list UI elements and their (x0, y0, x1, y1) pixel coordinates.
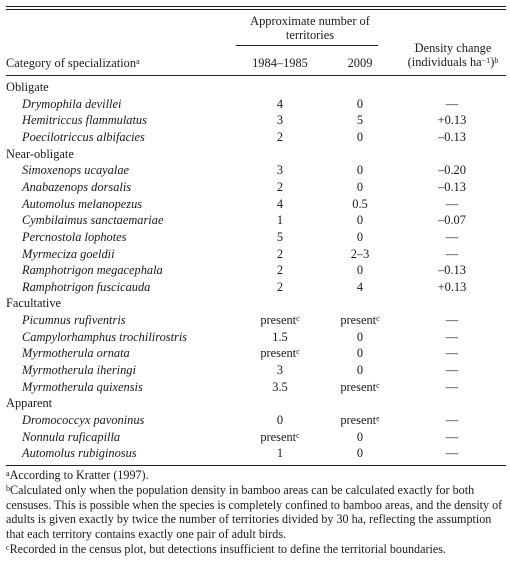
cell-2009-value: 5 (356, 113, 364, 128)
cell-density-change: –0.20 (438, 163, 466, 178)
cell-density-change: –0.07 (438, 213, 466, 228)
cell-2009 (330, 180, 390, 195)
col-header-density (398, 41, 508, 69)
cell-2009-value: present (340, 313, 377, 328)
cell-2009 (330, 313, 390, 328)
cell-2009-value: 2–3 (350, 246, 370, 261)
table-row (0, 279, 510, 296)
cell-1984 (240, 330, 320, 345)
col-header-density-exp: −1 (481, 56, 491, 65)
table-row (0, 345, 510, 362)
cell-2009-value: 0 (356, 129, 364, 144)
table-row (0, 429, 510, 446)
cell-1984 (240, 263, 320, 278)
table-row (0, 162, 510, 179)
cell-2009-value: 0 (356, 163, 364, 178)
species-name: Myrmotherula iheringi (22, 363, 136, 378)
cell-density-change: — (445, 329, 459, 344)
cell-2009 (330, 280, 390, 295)
cell-1984-value: 1 (276, 213, 284, 228)
species-name: Poecilotriccus albifacies (22, 129, 145, 144)
category-label: Near-obligate (6, 146, 74, 161)
cell-1984-value: 4 (276, 196, 284, 211)
cell-1984-value: 3.5 (272, 379, 288, 394)
cell-1984-value: 2 (276, 263, 284, 278)
cell-2009 (330, 430, 390, 445)
cell-2009-value: 0.5 (352, 196, 368, 211)
cell-2009-value: 0 (356, 363, 364, 378)
cell-1984-value: present (260, 346, 297, 361)
cell-1984 (240, 313, 320, 328)
header-rule (6, 75, 506, 76)
cell-2009-value: 0 (356, 229, 364, 244)
cell-1984-value: 0 (276, 413, 284, 427)
cell-2009-value: 0 (356, 96, 364, 111)
cell-1984 (240, 446, 320, 461)
cell-1984-footnote-ref: c (296, 314, 300, 324)
table-row (0, 129, 510, 146)
cell-1984-value: 5 (276, 229, 284, 244)
top-rule (6, 6, 506, 7)
species-name: Campylorhamphus trochilirostris (22, 329, 188, 344)
footnote-a-ref: a (136, 57, 140, 66)
table-row (0, 362, 510, 379)
cell-density-change: — (445, 363, 459, 378)
col-header-1984: 1984–1985 (252, 56, 308, 70)
cell-2009 (330, 130, 390, 145)
footnote-a (6, 468, 504, 483)
species-name: Hemitriccus flammulatus (22, 113, 147, 128)
cell-1984-value: present (260, 313, 297, 328)
cell-1984 (240, 197, 320, 212)
footnote-b-mark: b (6, 484, 10, 493)
cell-1984-value: 3 (276, 363, 284, 378)
cell-2009 (330, 446, 390, 461)
table-row (0, 96, 510, 113)
species-name: Simoxenops ucayalae (22, 163, 130, 178)
footnote-c (6, 542, 504, 557)
table-row (0, 179, 510, 196)
category-row (0, 79, 510, 96)
cell-1984-value: 1 (276, 446, 284, 461)
category-label: Facultative (6, 296, 62, 311)
footnote-b-text: Calculated only when the population density in bamboo areas can be calculated exactly for both censuses. This is possible when the species is completely confined to bamboo areas, and the density of adults is given exactly by twice the number of territories divided by 30 ha, reflecting the assumption that each territory contains exactly one pair of adult birds. (6, 483, 503, 541)
cell-1984 (240, 363, 320, 378)
table-row (0, 229, 510, 246)
cell-1984-value: 3 (276, 113, 284, 128)
col-header-category (6, 56, 140, 70)
top-rule-second (6, 9, 506, 10)
species-name: Percnostola lophotes (22, 229, 127, 244)
species-name: Automolus rubiginosus (22, 446, 137, 461)
cell-2009 (330, 363, 390, 378)
col-header-2009: 2009 (347, 56, 373, 70)
cell-density-change: — (445, 313, 459, 328)
footnote-b (6, 483, 504, 541)
col-header-density-line1: Density change (414, 41, 492, 55)
cell-2009-footnote-ref: e (376, 414, 380, 423)
footnote-b-ref: b (494, 56, 499, 65)
cell-density-change: — (445, 196, 459, 211)
cell-2009 (330, 263, 390, 278)
cell-2009 (330, 330, 390, 345)
cell-1984-value: 2 (276, 179, 284, 194)
footnote-c-mark: c (6, 543, 10, 552)
cell-1984 (240, 163, 320, 178)
footnote-c-text: Recorded in the census plot, but detections insufficient to define the territorial boundaries. (9, 542, 446, 556)
cell-1984 (240, 180, 320, 195)
cell-density-change: — (445, 346, 459, 361)
table-row (0, 379, 510, 396)
species-name: Automolus melanopezus (22, 196, 143, 211)
cell-2009 (330, 380, 390, 395)
group-header-line1: Approximate number of (250, 14, 370, 28)
cell-1984 (240, 247, 320, 262)
cell-density-change: +0.13 (437, 279, 467, 294)
species-name: Ramphotrigon megacephala (22, 263, 163, 278)
cell-2009-value: 0 (356, 429, 364, 444)
category-row (0, 295, 510, 312)
table-row (0, 445, 510, 462)
cell-1984-footnote-ref: c (296, 430, 300, 440)
cell-1984-value: 3 (276, 163, 284, 178)
category-label: Apparent (6, 396, 53, 411)
species-name: Drymophila devillei (22, 96, 122, 111)
table-row (0, 212, 510, 229)
group-header (236, 14, 384, 42)
cell-2009 (330, 113, 390, 128)
table-row (0, 262, 510, 279)
cell-density-change: –0.13 (438, 179, 466, 194)
cell-2009-footnote-ref: c (376, 380, 380, 390)
col-header-category-label: Category of specialization (6, 56, 137, 70)
species-name: Myrmotherula ornata (22, 346, 130, 361)
cell-2009-value: present (340, 413, 377, 427)
cell-1984 (240, 213, 320, 228)
cell-2009 (330, 163, 390, 178)
cell-2009-value: 0 (356, 263, 364, 278)
cell-2009 (330, 213, 390, 228)
table-row (0, 196, 510, 213)
cell-1984 (240, 97, 320, 112)
table-row (0, 312, 510, 329)
cell-1984-value: present (260, 429, 297, 444)
cell-2009 (330, 197, 390, 212)
cell-1984 (240, 380, 320, 395)
cell-1984 (240, 430, 320, 445)
cell-2009-value: 0 (356, 446, 364, 461)
cell-1984-value: 2 (276, 246, 284, 261)
cell-density-change: — (445, 246, 459, 261)
cell-2009-value: 0 (356, 213, 364, 228)
category-row (0, 146, 510, 163)
cell-2009-footnote-ref: c (376, 314, 380, 324)
cell-2009 (330, 346, 390, 361)
group-header-line2: territories (285, 28, 335, 42)
cell-2009 (330, 230, 390, 245)
species-name: Myrmotherula quixensis (22, 379, 143, 394)
table-row (0, 412, 510, 429)
cell-1984 (240, 346, 320, 361)
cell-1984-value: 2 (276, 279, 284, 294)
cell-density-change: — (445, 446, 459, 461)
cell-density-change: –0.13 (438, 263, 466, 278)
species-name: Nonnula ruficapilla (22, 429, 121, 444)
cell-1984 (240, 130, 320, 145)
cell-1984 (240, 113, 320, 128)
cell-density-change: +0.13 (437, 113, 467, 128)
species-name: Cymbilaimus sanctaemariae (22, 213, 164, 228)
table-row (0, 329, 510, 346)
cell-2009-value: present (340, 379, 377, 394)
species-name: Picumnus rufiventris (22, 313, 126, 328)
cell-1984-value: 1.5 (272, 329, 288, 344)
col-header-density-close: ) (490, 55, 495, 69)
species-name: Myrmeciza goeldii (22, 246, 115, 261)
cell-1984-value: 4 (276, 96, 284, 111)
cell-2009-value: 0 (356, 329, 364, 344)
cell-density-change: — (445, 229, 459, 244)
cell-2009-value: 4 (356, 279, 364, 294)
category-label: Obligate (6, 80, 49, 94)
cell-1984-value: 2 (276, 129, 284, 144)
cell-2009 (330, 97, 390, 112)
cell-density-change: — (445, 429, 459, 444)
species-name: Anabazenops dorsalis (22, 179, 132, 194)
species-name: Dromococcyx pavoninus (22, 413, 145, 427)
group-header-rule (236, 45, 378, 46)
cell-density-change: –0.13 (438, 129, 466, 144)
bottom-rule (6, 465, 506, 466)
species-name: Ramphotrigon fuscicauda (22, 279, 151, 294)
table-row (0, 246, 510, 263)
cell-density-change: — (445, 379, 459, 394)
cell-1984-footnote-ref: c (296, 347, 300, 357)
cell-2009-value: 0 (356, 346, 364, 361)
cell-density-change: — (445, 96, 459, 111)
cell-2009 (330, 413, 390, 428)
footnote-a-text: According to Kratter (1997). (9, 468, 149, 482)
footnote-a-mark: a (6, 469, 10, 478)
cell-1984 (240, 413, 320, 428)
col-header-density-line2 (398, 55, 508, 69)
category-row (0, 395, 510, 412)
cell-1984 (240, 280, 320, 295)
cell-1984 (240, 230, 320, 245)
col-header-density-unit: (individuals ha (407, 55, 482, 69)
cell-density-change: — (445, 413, 459, 427)
cell-2009 (330, 247, 390, 262)
cell-2009-value: 0 (356, 179, 364, 194)
table-row (0, 112, 510, 129)
